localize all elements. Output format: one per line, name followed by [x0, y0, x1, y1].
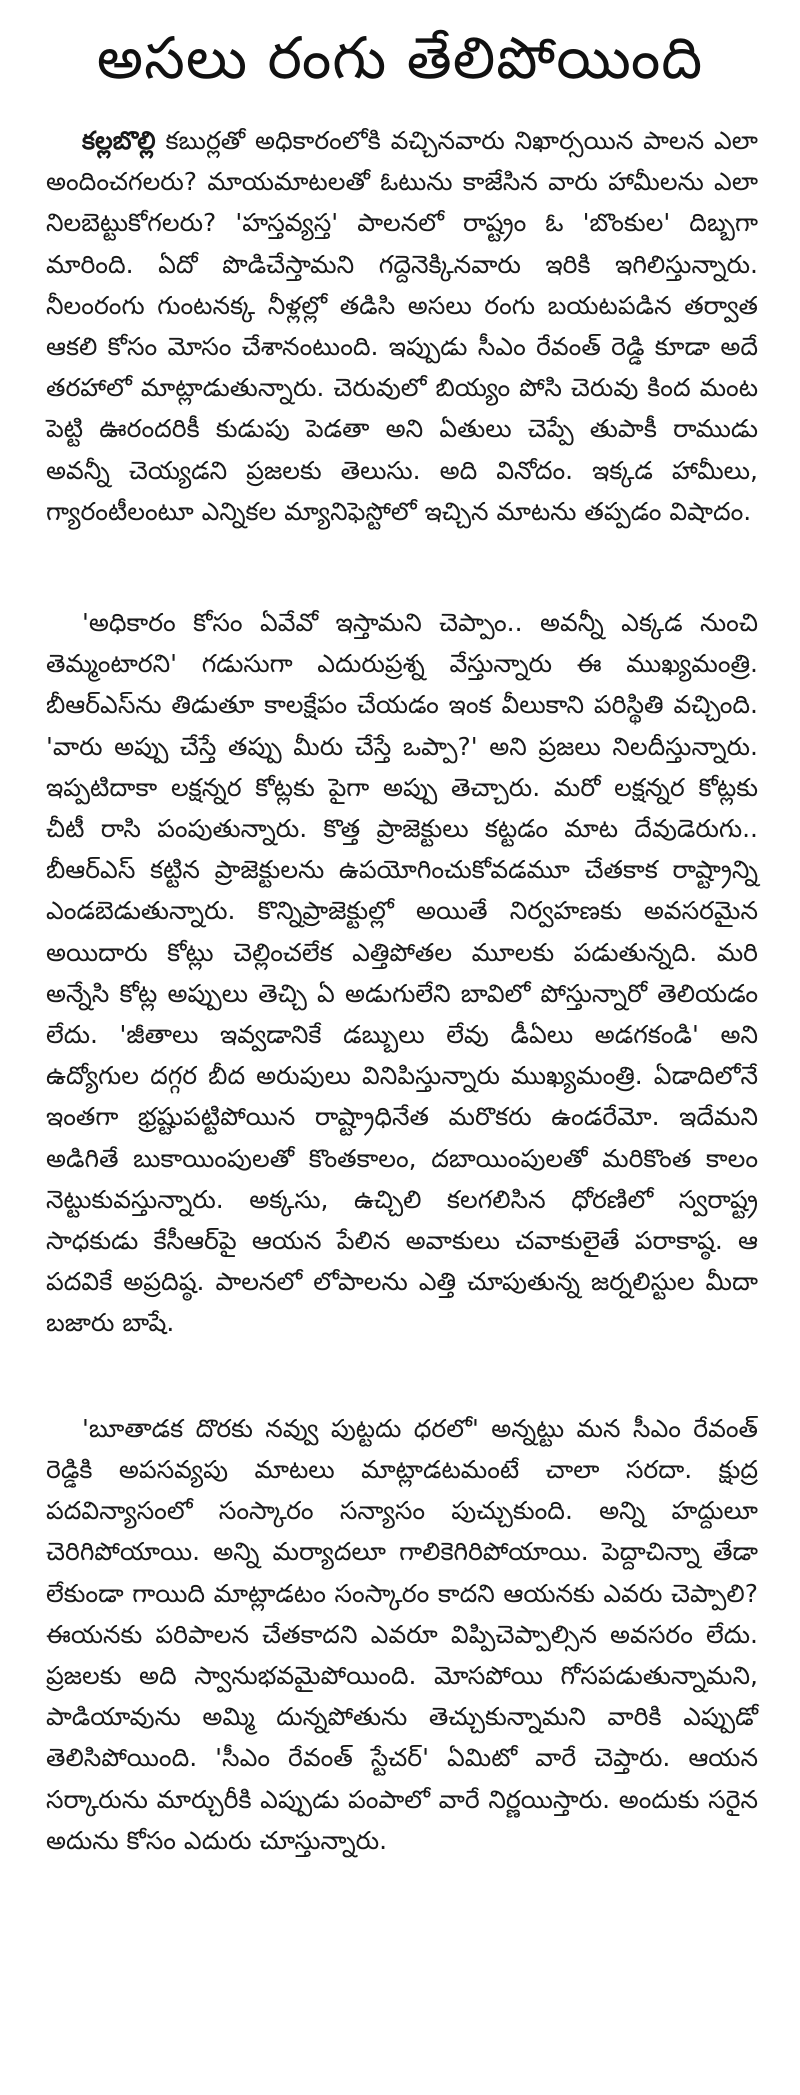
paragraph-2-text: 'అధికారం కోసం ఏవేవో ఇస్తామని చెప్పాం.. అవన్నీ ఎక్కడ నుంచి తెమ్మంటారని' గడుసుగా ఎదురుప్రశ్న వేస్తున్నారు ఈ ముఖ్యమంత్రి. బీఆర్ఎస్‌ను తిడుతూ కాలక్షేపం చేయడం ఇంక వీలుకాని పరిస్థితి వచ్చింది. 'వారు అప్పు చేస్తే తప్పు మీరు చేస్తే ఒప్పా?' అని ప్రజలు నిలదీస్తున్నారు. ఇప్పటిదాకా లక్షన్నర కోట్లకు పైగా అప్పు తెచ్చారు. మరో లక్షన్నర కోట్లకు చీటీ రాసి పంపుతున్నారు. కొత్త ప్రాజెక్టులు కట్టడం మాట దేవుడెరుగు.. బీఆర్ఎస్ కట్టిన ప్రాజెక్టులను ఉపయోగించుకోవడమూ చేతకాక రాష్ట్రాన్ని ఎండబెడుతున్నారు. కొన్నిప్రాజెక్టుల్లో అయితే నిర్వహణకు అవసరమైన అయిదారు కోట్లు చెల్లించలేక ఎత్తిపోతల మూలకు పడుతున్నది. మరి అన్నేసి కోట్ల అప్పులు తెచ్చి ఏ అడుగులేని బావిలో పోస్తున్నారో తెలియడం లేదు. 'జీతాలు ఇవ్వడానికే డబ్బులు లేవు డీఏలు అడగకండి' అని ఉద్యోగుల దగ్గర బీద అరుపులు వినిపిస్తున్నారు ముఖ్యమంత్రి. ఏడాదిలోనే ఇంతగా భ్రష్టుపట్టిపోయిన రాష్ట్రాధినేత మరొకరు ఉండరేమో. ఇదేమని అడిగితే బుకాయింపులతో కొంతకాలం, దబాయింపులతో మరికొంత కాలం నెట్టుకువస్తున్నారు. అక్కసు, ఉచ్చిలి కలగలిసిన ధోరణిలో స్వరాష్ట్ర సాధకుడు కేసీఆర్‌పై ఆయన పేలిన అవాకులు చవాకులైతే పరాకాష్ఠ. ఆ పదవికే అప్రదిష్ఠ. పాలనలో లోపాలను ఎత్తి చూపుతున్న జర్నలిస్టుల మీదా బజారు బాషే.: [46, 608, 758, 1338]
paragraph-1-kicker: కల్లబొల్లి: [82, 126, 156, 155]
paragraph-3: [46, 1408, 758, 1861]
paragraph-1-text: కబుర్లతో అధికారంలోకి వచ్చినవారు నిఖార్సయిన పాలన ఎలా అందించగలరు? మాయమాటలతో ఓటును కాజేసిన వారు హామీలను ఎలా నిలబెట్టుకోగలరు? 'హస్తవ్యస్త' పాలనలో రాష్ట్రం ఓ 'బొంకుల' దిబ్బగా మారింది. ఏదో పొడిచేస్తామని గద్దెనెక్కినవారు ఇరికి ఇగిలిస్తున్నారు. నీలంరంగు గుంటనక్క నీళ్లల్లో తడిసి అసలు రంగు బయటపడిన తర్వాత ఆకలి కోసం మోసం చేశానంటుంది. ఇప్పుడు సీఎం రేవంత్ రెడ్డి కూడా అదే తరహాలో మాట్లాడుతున్నారు. చెరువులో బియ్యం పోసి చెరువు కింద మంట పెట్టి ఊరందరికీ కుడుపు పెడతా అని ఏతులు చెప్పే తుపాకీ రాముడు అవన్నీ చెయ్యడని ప్రజలకు తెలుసు. అది వినోదం. ఇక్కడ హామీలు, గ్యారంటీలంటూ ఎన్నికల మ్యానిఫెస్టోలో ఇచ్చిన మాటను తప్పడం విషాదం.: [46, 126, 758, 526]
paragraph-1: [46, 120, 758, 532]
article-headline: అసలు రంగు తేలిపోయింది: [96, 24, 704, 92]
paragraph-2: [46, 602, 758, 1344]
paragraph-spacer: [46, 532, 758, 602]
paragraph-3-text: 'బూతాడక దొరకు నవ్వు పుట్టదు ధరలో' అన్నట్టు మన సీఎం రేవంత్ రెడ్డికి అపసవ్యపు మాటలు మాట్లాడటమంటే చాలా సరదా. క్షుద్ర పదవిన్యాసంలో సంస్కారం సన్యాసం పుచ్చుకుంది. అన్ని హద్దులూ చెరిగిపోయాయి. అన్ని మర్యాదలూ గాలికెగిరిపోయాయి. పెద్దాచిన్నా తేడా లేకుండా గాయిది మాట్లాడటం సంస్కారం కాదని ఆయనకు ఎవరు చెప్పాలి? ఈయనకు పరిపాలన చేతకాదని ఎవరూ విప్పిచెప్పాల్సిన అవసరం లేదు. ప్రజలకు అది స్వానుభవమైపోయింది. మోసపోయి గోసపడుతున్నామని, పాడియావును అమ్మి దున్నపోతును తెచ్చుకున్నామని వారికి ఎప్పుడో తెలిసిపోయింది. 'సీఎం రేవంత్ స్టేచర్' ఏమిటో వారే చెప్తారు. ఆయన సర్కారును మార్చురీకి ఎప్పుడు పంపాలో వారే నిర్ణయిస్తారు. అందుకు సరైన అదును కోసం ఎదురు చూస్తున్నారు.: [46, 1413, 758, 1855]
paragraph-spacer: [46, 1344, 758, 1408]
article-body: [46, 120, 758, 1861]
